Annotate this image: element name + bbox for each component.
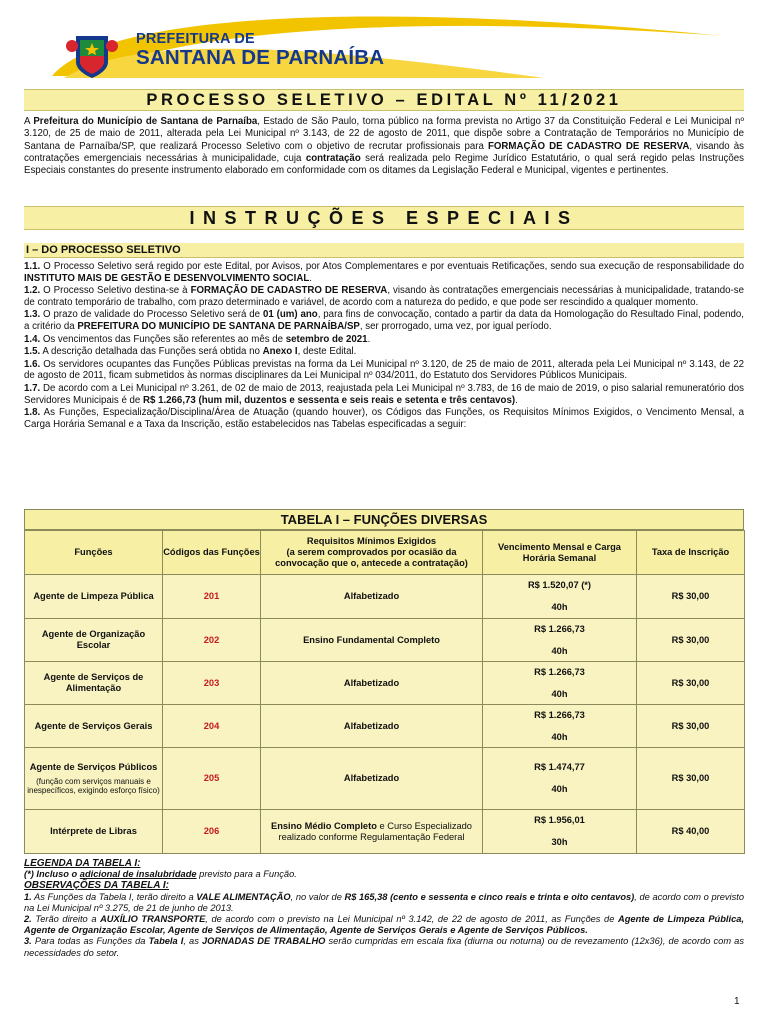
table-row	[25, 705, 745, 748]
cell-taxa: R$ 30,00	[637, 748, 745, 810]
item-1-6: 1.6. Os servidores ocupantes das Funções Públicas previstas na forma da Lei Municipal nº 3.120, de 25 de maio de 2011, alterada pela Lei Municipal nº 3.143, de 22 de agosto de 2011, ficam submetidos às normas disciplinares da Lei Municipal nº 034/2011, do Estatuto dos Servidores Públicos Municipais.	[24, 358, 744, 382]
table-row	[25, 748, 745, 810]
col-header-taxa: Taxa de Inscrição	[637, 531, 745, 575]
cell-vencimento: R$ 1.474,77 40h	[483, 748, 637, 810]
brand-line1: PREFEITURA DE	[136, 31, 255, 47]
cell-funcao: Agente de Limpeza Pública	[25, 575, 163, 619]
cell-funcao: Intérprete de Libras	[25, 810, 163, 854]
cell-requisito: Alfabetizado	[261, 748, 483, 810]
cell-codigo: 203	[163, 662, 261, 705]
table-row	[25, 662, 745, 705]
col-header-requisitos: Requisitos Mínimos Exigidos (a serem comprovados por ocasião da convocação que o, antecede a contratação)	[261, 531, 483, 575]
cell-requisito: Alfabetizado	[261, 662, 483, 705]
cell-requisito: Alfabetizado	[261, 575, 483, 619]
page-number: 1	[734, 996, 740, 1007]
cell-codigo: 206	[163, 810, 261, 854]
table-title: TABELA I – FUNÇÕES DIVERSAS	[24, 509, 744, 530]
cell-funcao: Agente de Organização Escolar	[25, 619, 163, 662]
item-1-2: 1.2. O Processo Seletivo destina-se à FORMAÇÃO DE CADASTRO DE RESERVA, visando às contratações emergenciais necessárias à municipalidade, tratando-se de contrato temporário de trabalho, com prazo determinado e variável, de acordo com a natureza do pedido, e que pode ser rescindido a qualquer momento.	[24, 285, 745, 308]
cell-taxa: R$ 30,00	[637, 619, 745, 662]
col-header-codigos: Códigos das Funções	[163, 531, 261, 575]
cell-codigo: 205	[163, 748, 261, 810]
cell-taxa: R$ 30,00	[637, 575, 745, 619]
item-1-8: 1.8. As Funções, Especialização/Disciplina/Área de Atuação (quando houver), os Códigos das Funções, os Requisitos Mínimos Exigidos, o Vencimento Mensal, a Carga Horária Semanal e a Taxa da Inscrição, estão estabelecidos nas Tabelas especificadas a seguir:	[24, 407, 744, 430]
cell-requisito: Alfabetizado	[261, 705, 483, 748]
brand-line2: SANTANA DE PARNAÍBA	[136, 46, 385, 69]
section-body	[24, 261, 744, 431]
observation-3: 3. Para todas as Funções da Tabela I, as JORNADAS DE TRABALHO serão cumpridas em escala fixa (diurna ou noturna) ou de revezamento (12x36), de acordo com as necessidades do setor.	[24, 936, 744, 958]
table-header-row	[25, 531, 745, 575]
cell-vencimento: R$ 1.266,73 40h	[483, 619, 637, 662]
observation-2: 2. Terão direito a AUXÍLIO TRANSPORTE, de acordo com o previsto na Lei Municipal nº 3.142, de 22 de agosto de 2011, as Funções de Agente de Limpeza Pública, Agente de Organização Escolar, Agente de Serviços de Alimentação, Agente de Serviços Gerais e Agente de Serviços Públicos.	[24, 914, 744, 936]
observation-1: 1. As Funções da Tabela I, terão direito a VALE ALIMENTAÇÃO, no valor de R$ 165,38 (cento e sessenta e cinco reais e trinta e oito centavos), de acordo com o previsto na Lei Municipal nº 3.275, de 21 de junho de 2013.	[24, 891, 744, 913]
table-row	[25, 810, 745, 854]
col-header-funcoes: Funções	[25, 531, 163, 575]
item-1-4: 1.4. Os vencimentos das Funções são referentes ao mês de setembro de 2021.	[24, 333, 371, 345]
item-1-5: 1.5. A descrição detalhada das Funções será obtida no Anexo I, deste Edital.	[24, 346, 357, 358]
cell-funcao: Agente de Serviços Públicos (função com serviços manuais e inespecíficos, exigindo esforço físico)	[25, 748, 163, 810]
header	[24, 6, 744, 82]
cell-taxa: R$ 30,00	[637, 705, 745, 748]
cell-requisito: Ensino Fundamental Completo	[261, 619, 483, 662]
cell-vencimento: R$ 1.266,73 40h	[483, 662, 637, 705]
cell-requisito: Ensino Médio Completo e Curso Especializado realizado conforme Regulamentação Federal	[261, 810, 483, 854]
instructions-title: INSTRUÇÕES ESPECIAIS	[24, 206, 744, 230]
cell-vencimento: R$ 1.956,01 30h	[483, 810, 637, 854]
table-grid	[24, 530, 745, 854]
observations-title: OBSERVAÇÕES DA TABELA I:	[24, 880, 170, 892]
legend-title: LEGENDA DA TABELA I:	[24, 858, 141, 869]
document-title: PROCESSO SELETIVO – EDITAL Nº 11/2021	[24, 89, 744, 111]
functions-table	[24, 509, 744, 854]
intro-paragraph: A Prefeitura do Município de Santana de Parnaíba, Estado de São Paulo, torna público na forma prevista no Artigo 37 da Constituição Federal e Lei Municipal nº 3.120, de 25 de maio de 2011, alterada pela Lei Municipal nº 3.143, de 22 de agosto de 2011, que dispõe sobre a Contratação de Temporários no Município de Santana de Parnaíba/SP, que realizará Processo Seletivo com o objetivo de recrutar profissionais para FORMAÇÃO DE CADASTRO DE RESERVA, visando às contratações emergenciais necessárias à municipalidade, cuja contratação será realizada pelo Regime Jurídico Estatutário, o qual será regido pelas Instruções Especiais constantes do presente instrumento elaborado em conformidade com os ditames da Legislação Federal e Municipal, vigentes e pertinentes.	[24, 116, 745, 177]
cell-vencimento: R$ 1.520,07 (*) 40h	[483, 575, 637, 619]
item-1-7: 1.7. De acordo com a Lei Municipal nº 3.261, de 02 de maio de 2013, reajustada pela Lei Municipal nº 3.783, de 16 de maio de 2019, o piso salarial remuneratório dos Servidores Municipais é de R$ 1.266,73 (hum mil, duzentos e sessenta e seis reais e setenta e três centavos).	[24, 382, 744, 406]
cell-codigo: 204	[163, 705, 261, 748]
cell-funcao: Agente de Serviços de Alimentação	[25, 662, 163, 705]
cell-vencimento: R$ 1.266,73 40h	[483, 705, 637, 748]
cell-funcao: Agente de Serviços Gerais	[25, 705, 163, 748]
col-header-vencimento: Vencimento Mensal e Carga Horária Semanal	[483, 531, 637, 575]
item-1-3: 1.3. O prazo de validade do Processo Seletivo será de 01 (um) ano, para fins de convocação, contado a partir da data da Homologação do Resultado Final, podendo, a critério da PREFEITURA DO MUNICÍPIO DE SANTANA DE PARNAÍBA/SP, ser prorrogado, uma vez, por igual período.	[24, 309, 744, 332]
cell-codigo: 202	[163, 619, 261, 662]
cell-funcao-note: (função com serviços manuais e inespecíficos, exigindo esforço físico)	[27, 776, 160, 795]
table-row	[25, 575, 745, 619]
cell-codigo: 201	[163, 575, 261, 619]
brand-name	[136, 32, 384, 68]
legend-item: (*) Incluso o adicional de insalubridade previsto para a Função.	[24, 869, 297, 880]
cell-taxa: R$ 40,00	[637, 810, 745, 854]
item-1-1: 1.1. O Processo Seletivo será regido por este Edital, por Avisos, por Atos Complementares e por eventuais Retificações, sendo sua execução de responsabilidade do INSTITUTO MAIS DE GESTÃO E DESENVOLVIMENTO SOCIAL.	[24, 261, 744, 284]
table-row	[25, 619, 745, 662]
table-legend	[24, 858, 744, 959]
cell-taxa: R$ 30,00	[637, 662, 745, 705]
section-title: I – DO PROCESSO SELETIVO	[24, 243, 744, 258]
